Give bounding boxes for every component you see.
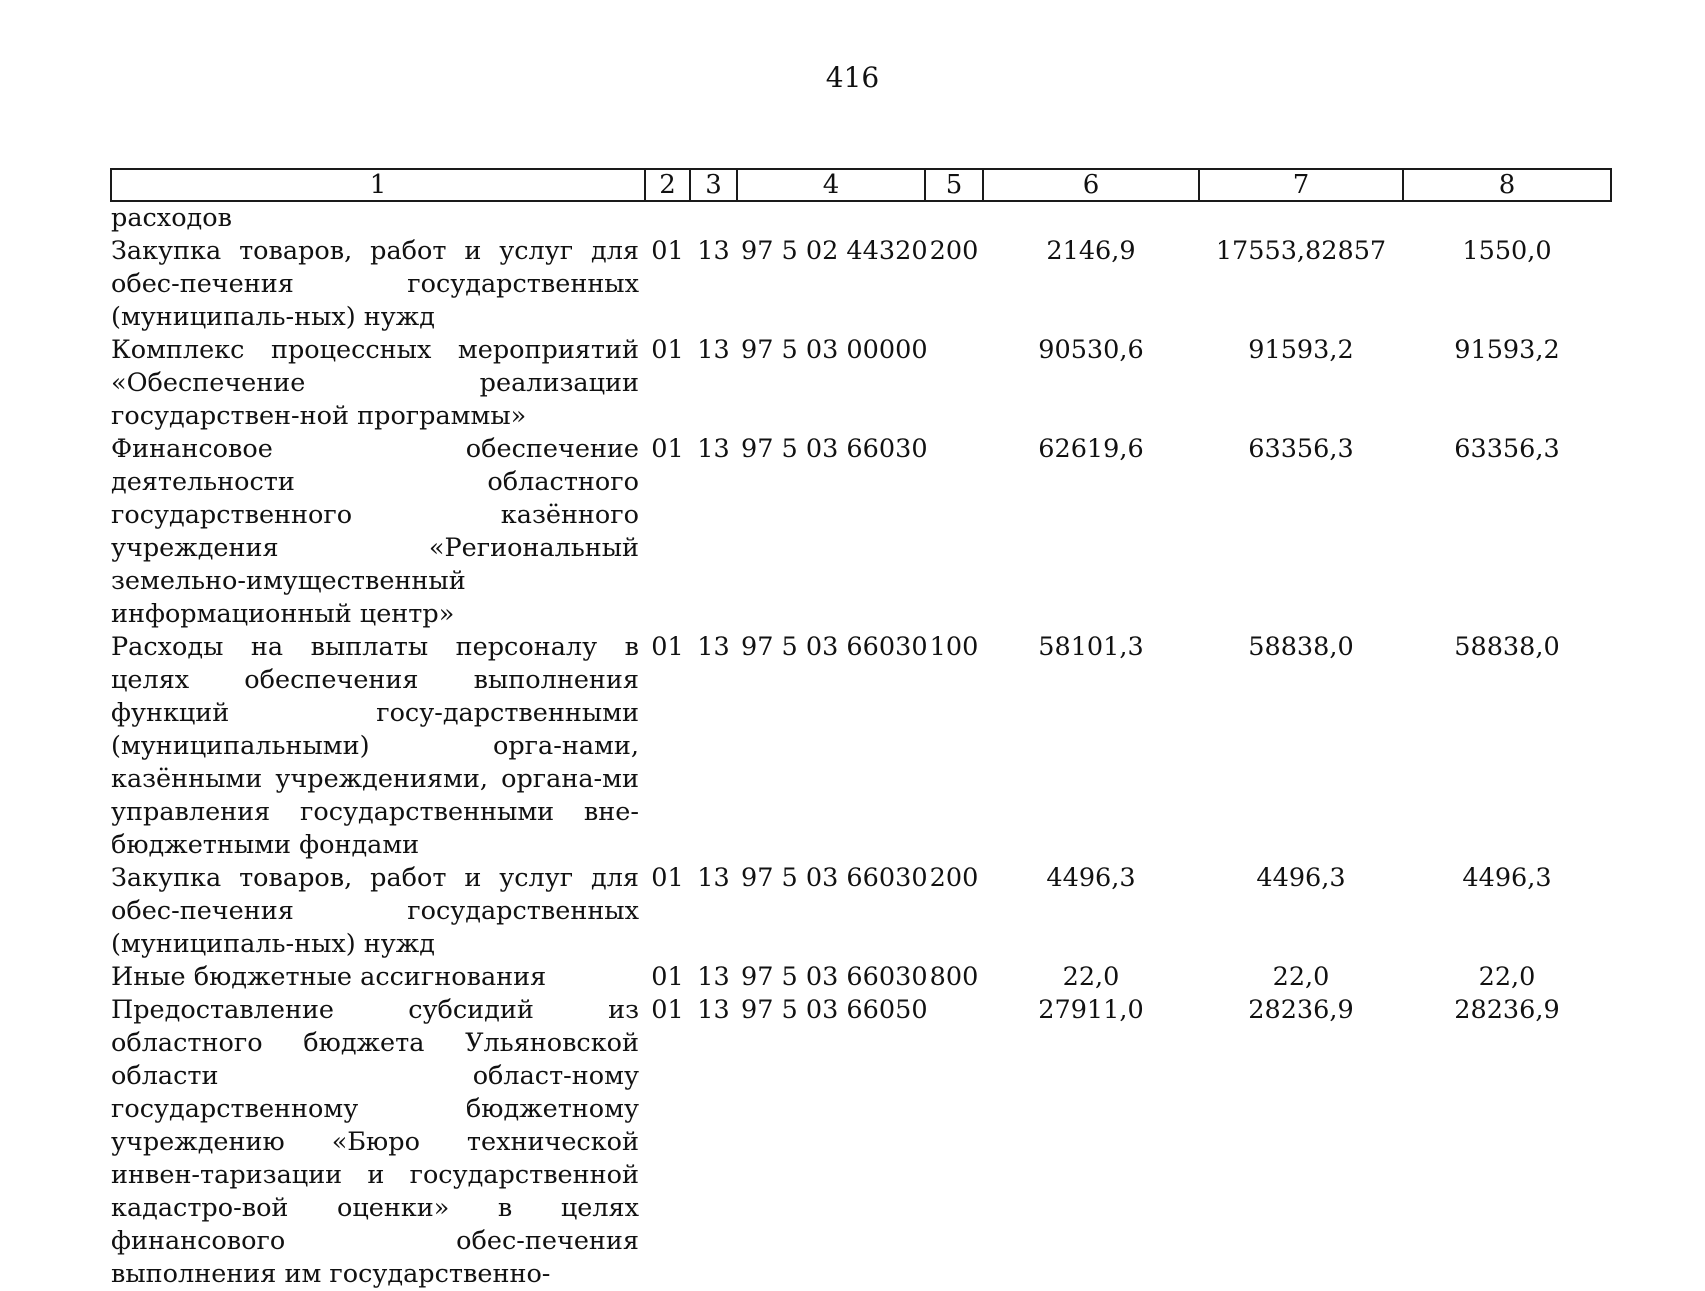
- row-target-code: 97 5 02 44320: [741, 236, 928, 266]
- row-subsection: 13: [697, 995, 730, 1025]
- budget-table: [110, 168, 1612, 1291]
- page-number: 416: [825, 61, 880, 94]
- row-amount-8: 63356,3: [1454, 434, 1560, 464]
- row-name: Иные бюджетные ассигнования: [111, 962, 547, 992]
- row-target-code: 97 5 03 66030: [741, 434, 928, 464]
- row-expense-type: 800: [929, 962, 979, 992]
- row-subsection: 13: [697, 863, 730, 893]
- header-cell-7: 7: [1199, 169, 1403, 201]
- row-name: Предоставление субсидий из областного бюджета Ульяновской области област-ному государственному бюджетному учреждению «Бюро технической инвен-таризации и государственной кадастро-вой оценки» в целях финансового обес-печения выполнения им государственно-: [111, 995, 639, 1289]
- table-row: [111, 961, 1611, 994]
- row-subsection: 13: [697, 632, 730, 662]
- row-amount-7: [1199, 201, 1403, 235]
- header-cell-4: 4: [737, 169, 925, 201]
- header-cell-5: 5: [925, 169, 983, 201]
- row-name: Закупка товаров, работ и услуг для обес-печения государственных (муниципаль-ных) нужд: [111, 863, 639, 959]
- row-expense-type: [925, 994, 983, 1291]
- row-target-code: [737, 201, 925, 235]
- row-subsection: 13: [697, 335, 730, 365]
- header-row: [111, 169, 1611, 201]
- row-amount-6: 22,0: [1062, 962, 1120, 992]
- table-row: [111, 334, 1611, 433]
- row-section: 01: [651, 335, 684, 365]
- row-target-code: 97 5 03 66030: [741, 632, 928, 662]
- row-amount-7: 63356,3: [1248, 434, 1354, 464]
- row-expense-type: 100: [929, 632, 979, 662]
- row-amount-7: 17553,82857: [1215, 236, 1387, 266]
- header-cell-3: 3: [690, 169, 737, 201]
- row-name: расходов: [111, 203, 232, 233]
- row-amount-7: 28236,9: [1248, 995, 1354, 1025]
- row-section: 01: [651, 995, 684, 1025]
- row-amount-7: 58838,0: [1248, 632, 1354, 662]
- table-row: [111, 235, 1611, 334]
- table-row: [111, 631, 1611, 862]
- row-target-code: 97 5 03 66030: [741, 863, 928, 893]
- row-amount-6: [983, 201, 1199, 235]
- row-amount-8: 91593,2: [1454, 335, 1560, 365]
- row-subsection: [690, 201, 737, 235]
- row-section: [645, 201, 690, 235]
- row-subsection: 13: [697, 434, 730, 464]
- row-expense-type: [925, 201, 983, 235]
- table-row: [111, 862, 1611, 961]
- row-target-code: 97 5 03 00000: [741, 335, 928, 365]
- header-cell-6: 6: [983, 169, 1199, 201]
- table-row: [111, 433, 1611, 631]
- row-section: 01: [651, 863, 684, 893]
- row-section: 01: [651, 434, 684, 464]
- row-section: 01: [651, 632, 684, 662]
- row-amount-6: 27911,0: [1038, 995, 1144, 1025]
- row-expense-type: [925, 334, 983, 433]
- row-amount-6: 58101,3: [1038, 632, 1144, 662]
- row-subsection: 13: [697, 962, 730, 992]
- table-row: [111, 994, 1611, 1291]
- row-amount-7: 4496,3: [1256, 863, 1346, 893]
- row-name: Финансовое обеспечение деятельности областного государственного казённого учреждения «Региональный земельно-имущественный информационный центр»: [111, 434, 639, 629]
- row-amount-6: 2146,9: [1046, 236, 1136, 266]
- row-name: Комплекс процессных мероприятий «Обеспечение реализации государствен-ной программы»: [111, 335, 639, 431]
- row-amount-8: 28236,9: [1454, 995, 1560, 1025]
- row-name: Закупка товаров, работ и услуг для обес-печения государственных (муниципаль-ных) нужд: [111, 236, 639, 332]
- row-subsection: 13: [697, 236, 730, 266]
- row-section: 01: [651, 236, 684, 266]
- row-amount-6: 4496,3: [1046, 863, 1136, 893]
- row-amount-8: 1550,0: [1462, 236, 1552, 266]
- row-amount-6: 90530,6: [1038, 335, 1144, 365]
- row-amount-7: 91593,2: [1248, 335, 1354, 365]
- header-cell-8: 8: [1403, 169, 1611, 201]
- row-expense-type: [925, 433, 983, 631]
- header-cell-2: 2: [645, 169, 690, 201]
- row-amount-8: 4496,3: [1462, 863, 1552, 893]
- row-amount-7: 22,0: [1272, 962, 1330, 992]
- header-cell-1: 1: [111, 169, 645, 201]
- row-target-code: 97 5 03 66030: [741, 962, 928, 992]
- row-name: Расходы на выплаты персоналу в целях обеспечения выполнения функций госу-дарственными (муниципальными) орга-нами, казёнными учреждениями, органа-ми управления государственными вне-бюджетными фондами: [111, 632, 639, 860]
- row-expense-type: 200: [929, 236, 979, 266]
- row-amount-8: [1403, 201, 1611, 235]
- row-target-code: 97 5 03 66050: [741, 995, 928, 1025]
- row-expense-type: 200: [929, 863, 979, 893]
- table-row: [111, 201, 1611, 235]
- row-amount-8: 22,0: [1478, 962, 1536, 992]
- row-amount-8: 58838,0: [1454, 632, 1560, 662]
- row-section: 01: [651, 962, 684, 992]
- row-amount-6: 62619,6: [1038, 434, 1144, 464]
